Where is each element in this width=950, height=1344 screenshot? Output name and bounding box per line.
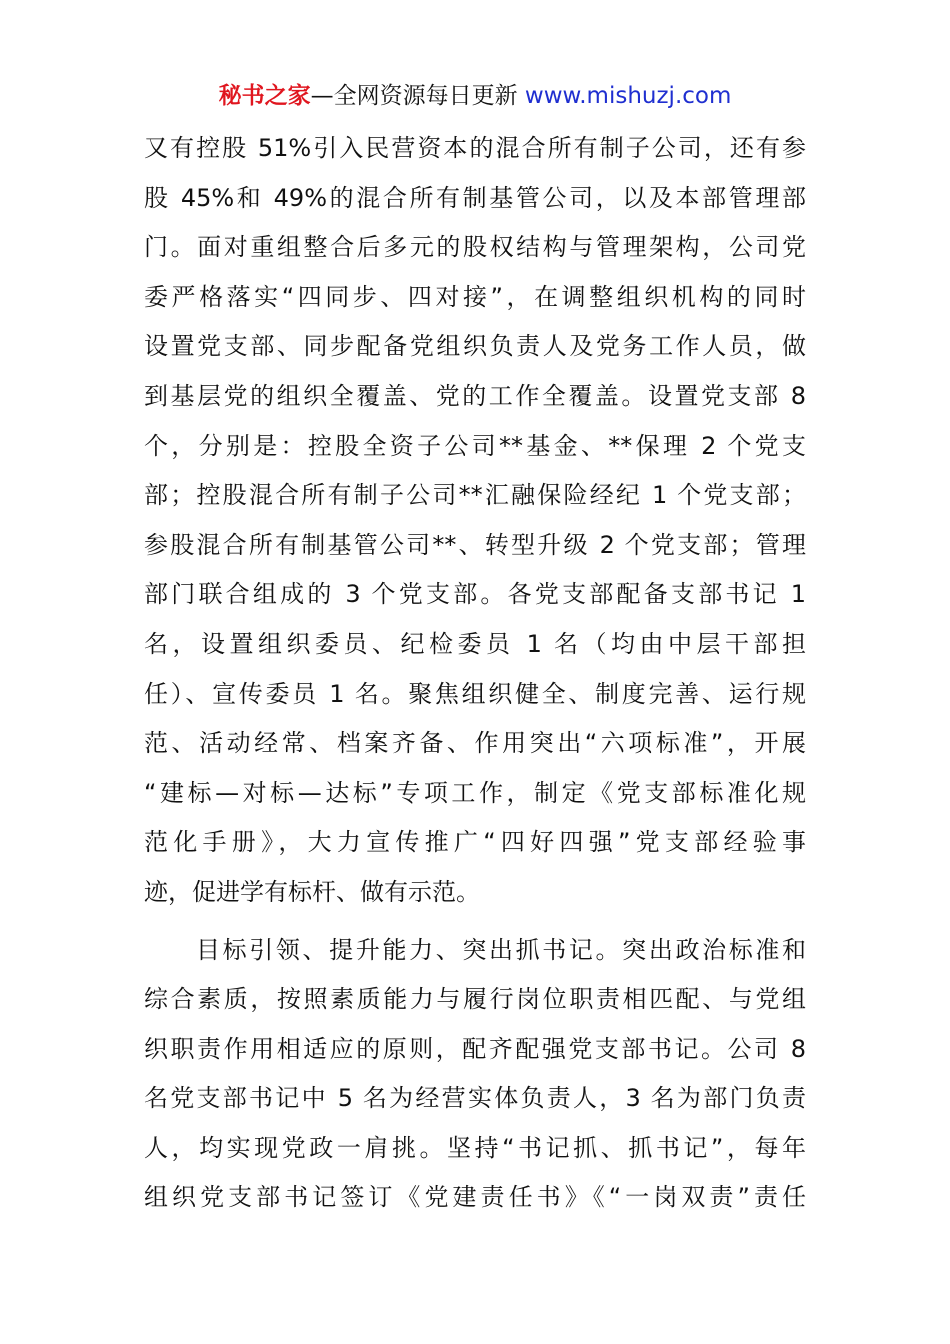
text-line: 名，设置组织委员、纪检委员 1 名（均由中层干部担 bbox=[144, 629, 806, 658]
text-line: 织职责作用相适应的原则，配齐配强党支部书记。公司 8 bbox=[144, 1034, 806, 1063]
text-line: 股 45%和 49%的混合所有制基管公司，以及本部管理部 bbox=[144, 183, 806, 212]
text-line: 组织党支部书记签订《党建责任书》《“一岗双责”责任 bbox=[144, 1183, 806, 1212]
text-line: 参股混合所有制基管公司**、转型升级 2 个党支部；管理 bbox=[144, 530, 806, 559]
paragraph-1 bbox=[144, 124, 806, 918]
document-body bbox=[144, 124, 806, 1223]
text-line: 到基层党的组织全覆盖、党的工作全覆盖。设置党支部 8 bbox=[144, 381, 806, 410]
text-line: 人，均实现党政一肩挑。坚持“书记抓、抓书记”，每年 bbox=[144, 1133, 806, 1162]
text-line: 范、活动经常、档案齐备、作用突出“六项标准”，开展 bbox=[144, 729, 806, 758]
paragraph-gap bbox=[144, 918, 806, 926]
header-tagline: —全网资源每日更新 bbox=[310, 83, 525, 109]
text-line: 门。面对重组整合后多元的股权结构与管理架构，公司党 bbox=[144, 233, 806, 262]
text-line: 委严格落实“四同步、四对接”，在调整组织机构的同时 bbox=[144, 282, 806, 311]
text-line: 部；控股混合所有制子公司**汇融保险经纪 1 个党支部； bbox=[144, 481, 806, 510]
page-header bbox=[0, 78, 950, 114]
text-line: 部门联合组成的 3 个党支部。各党支部配备支部书记 1 bbox=[144, 580, 806, 609]
text-line: 设置党支部、同步配备党组织负责人及党务工作人员，做 bbox=[144, 332, 806, 361]
text-line: 综合素质，按照素质能力与履行岗位职责相匹配、与党组 bbox=[144, 985, 806, 1014]
text-line: 个，分别是：控股全资子公司**基金、**保理 2 个党支 bbox=[144, 431, 806, 460]
text-line: 任）、宣传委员 1 名。聚焦组织健全、制度完善、运行规 bbox=[144, 679, 806, 708]
website-link[interactable]: www.mishuzj.com bbox=[524, 83, 732, 109]
text-line: 名党支部书记中 5 名为经营实体负责人，3 名为部门负责 bbox=[144, 1084, 806, 1113]
text-line: 又有控股 51%引入民营资本的混合所有制子公司，还有参 bbox=[144, 134, 806, 162]
text-line: “建标—对标—达标”专项工作，制定《党支部标准化规 bbox=[144, 778, 806, 807]
text-line: 目标引领、提升能力、突出抓书记。突出政治标准和 bbox=[196, 935, 806, 964]
brand-name: 秘书之家 bbox=[218, 83, 311, 109]
paragraph-2 bbox=[144, 926, 806, 1224]
text-line: 迹，促进学有标杆、做有示范。 bbox=[144, 877, 480, 906]
text-line: 范化手册》，大力宣传推广“四好四强”党支部经验事 bbox=[144, 828, 806, 857]
